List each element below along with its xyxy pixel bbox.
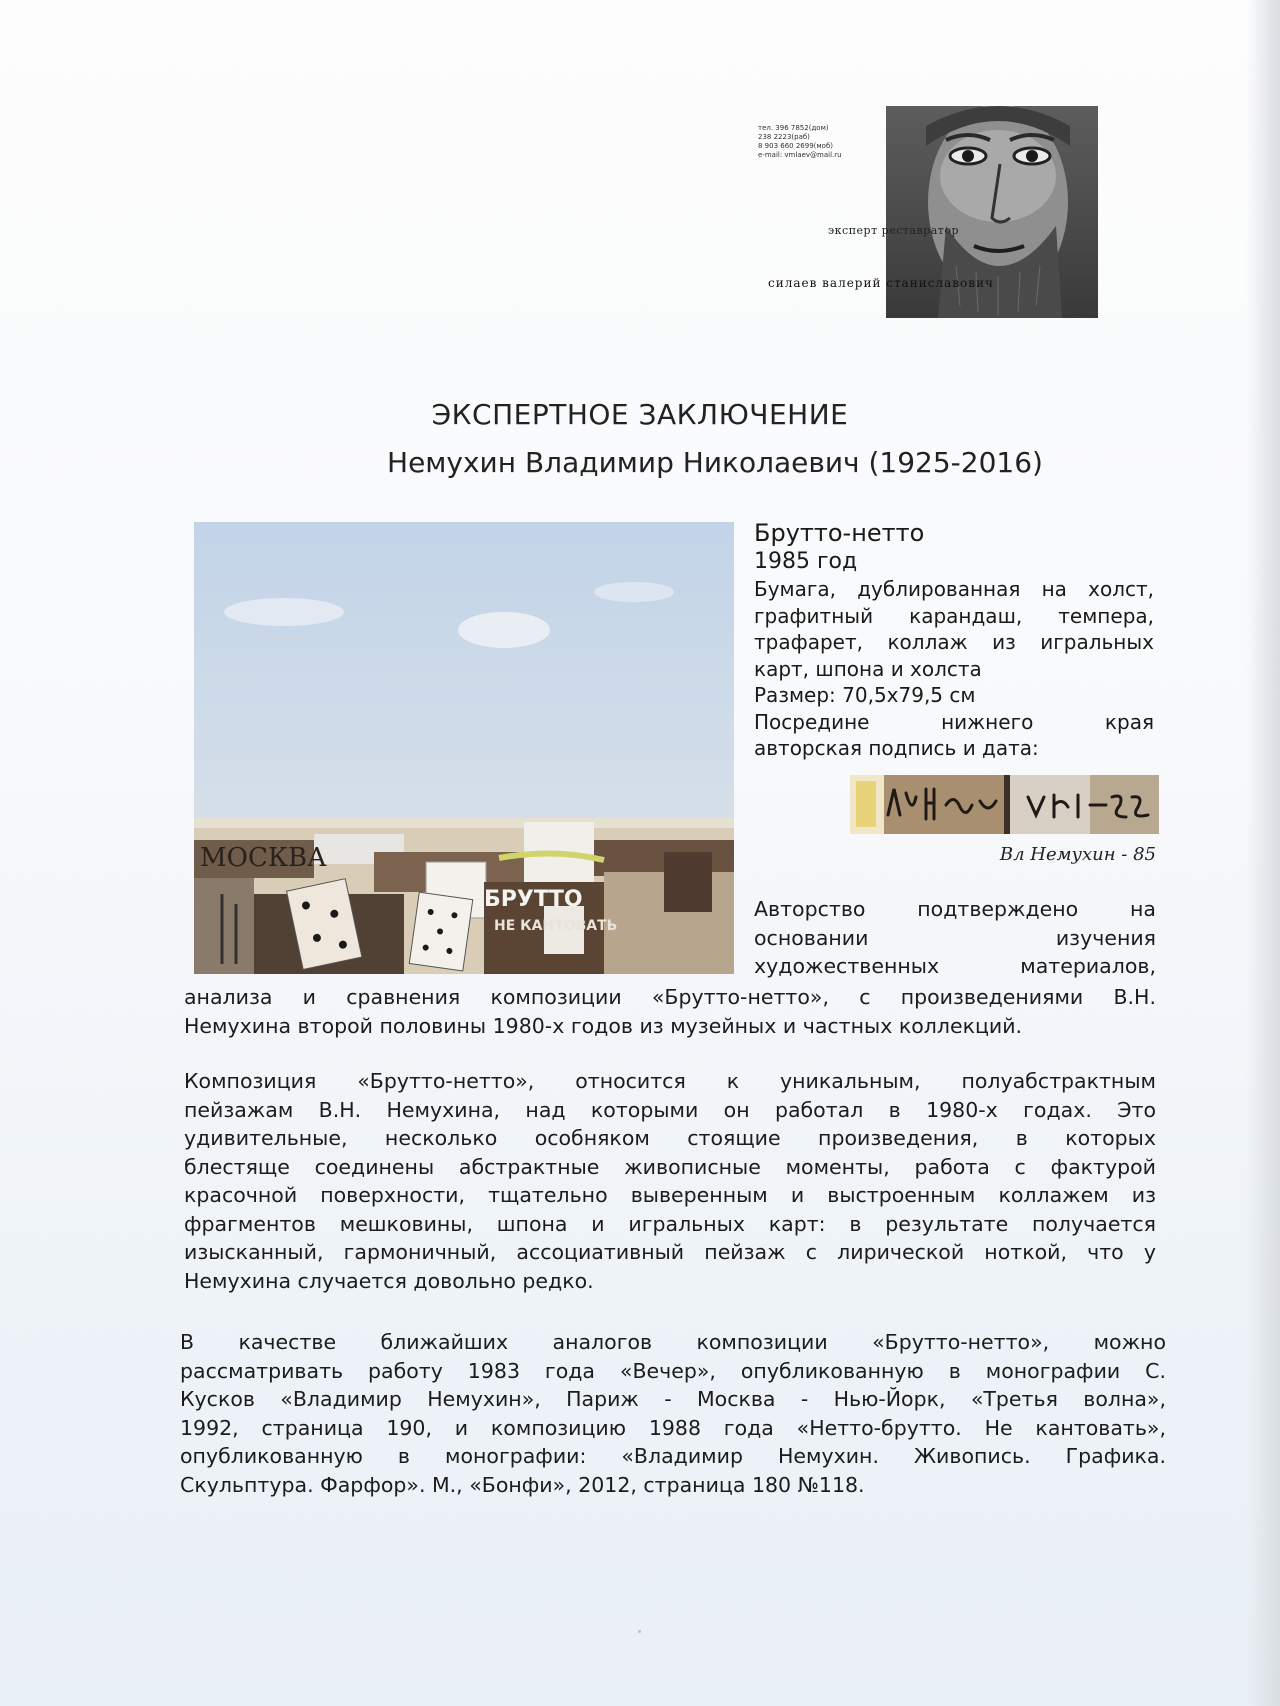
medium-line: графитный карандаш, темпера, (754, 603, 1154, 628)
medium-line: Бумага, дублированная на холст, (754, 577, 1154, 601)
signature-caption: Вл Немухин - 85 (999, 844, 1156, 865)
signature-location-line: авторская подпись и дата: (754, 736, 1039, 760)
medium-line: трафарет, коллаж из игральных (754, 630, 1154, 654)
letterhead (752, 104, 1098, 318)
paragraph-line: удивительные, несколько особняком стоящие произведения, в которых (184, 1126, 1156, 1150)
paragraph-line: пейзажам В.Н. Немухина, над которыми он работал в 1980-х годах. Это (184, 1097, 1156, 1122)
paragraph-line: основании изучения (754, 925, 1156, 950)
analogues-paragraph (180, 1328, 1166, 1499)
authorship-paragraph-start (754, 895, 1156, 981)
collage-text-brutto: БРУТТО (484, 887, 583, 912)
signature-detail-image (850, 775, 1159, 834)
medium-line: карт, шпона и холста (754, 656, 982, 681)
paragraph-line: опубликованную в монографии: «Владимир Немухин. Живопись. Графика. (180, 1444, 1166, 1468)
authorship-paragraph-end (184, 983, 1156, 1040)
letterhead-role: эксперт реставратор (828, 224, 960, 237)
document-title: ЭКСПЕРТНОЕ ЗАКЛЮЧЕНИЕ (431, 398, 849, 431)
artist-name: Немухин Владимир Николаевич (1925-2016) (387, 446, 1043, 479)
paragraph-line: изысканный, гармоничный, ассоциативный пейзаж с лирической ноткой, что у (184, 1240, 1156, 1264)
paragraph-line: 1992, страница 190, и композицию 1988 года «Нетто-брутто. Не кантовать», (180, 1415, 1166, 1440)
paragraph-line: В качестве ближайших аналогов композиции «Брутто-нетто», можно (180, 1330, 1166, 1354)
artwork-image (194, 522, 734, 974)
paragraph-line: рассматривать работу 1983 года «Вечер», опубликованную в монографии С. (180, 1358, 1166, 1383)
description-paragraph (184, 1067, 1156, 1295)
paragraph-line: анализа и сравнения композиции «Брутто-нетто», с произведениями В.Н. (184, 985, 1156, 1009)
paragraph-line: красочной поверхности, тщательно выверенным и выстроенным коллажем из (184, 1183, 1156, 1207)
collage-text-moscow: МОСКВА (200, 843, 327, 873)
artwork-size: Размер: 70,5х79,5 см (754, 683, 976, 707)
paragraph-line: блестяще соединены абстрактные живописные моменты, работа с фактурой (184, 1154, 1156, 1179)
collage-text-ne-kantovat: НЕ КАНТОВАТЬ (494, 918, 618, 934)
artwork-year: 1985 год (754, 549, 858, 574)
paragraph-line: Авторство подтверждено на (754, 897, 1156, 921)
paragraph-line: фрагментов мешковины, шпона и игральных карт: в результате получается (184, 1211, 1156, 1236)
paragraph-line: Композиция «Брутто-нетто», относится к уникальным, полуабстрактным (184, 1069, 1156, 1093)
letterhead-contacts: тел. 396 7852(дом) 238 2223(раб) 8 903 660 2699(моб) e-mail: vmlaev@mail.ru (758, 124, 842, 159)
paragraph-line: Кусков «Владимир Немухин», Париж - Москва - Нью-Йорк, «Третья волна», (180, 1387, 1166, 1411)
paragraph-line: Немухина второй половины 1980-х годов из музейных и частных коллекций. (184, 1013, 1023, 1038)
paper-speck (638, 1630, 641, 1633)
page-edge-shadow (1246, 0, 1280, 1706)
paragraph-line: Немухина случается довольно редко. (184, 1268, 594, 1293)
paragraph-line: художественных материалов, (754, 954, 1156, 978)
signature-location-line: Посредине нижнего края (754, 709, 1154, 734)
artwork-info (754, 518, 1154, 762)
paragraph-line: Скульптура. Фарфор». М., «Бонфи», 2012, страница 180 №118. (180, 1472, 865, 1497)
letterhead-name: силаев валерий станиславович (768, 276, 994, 290)
artwork-title: Брутто-нетто (754, 519, 925, 547)
